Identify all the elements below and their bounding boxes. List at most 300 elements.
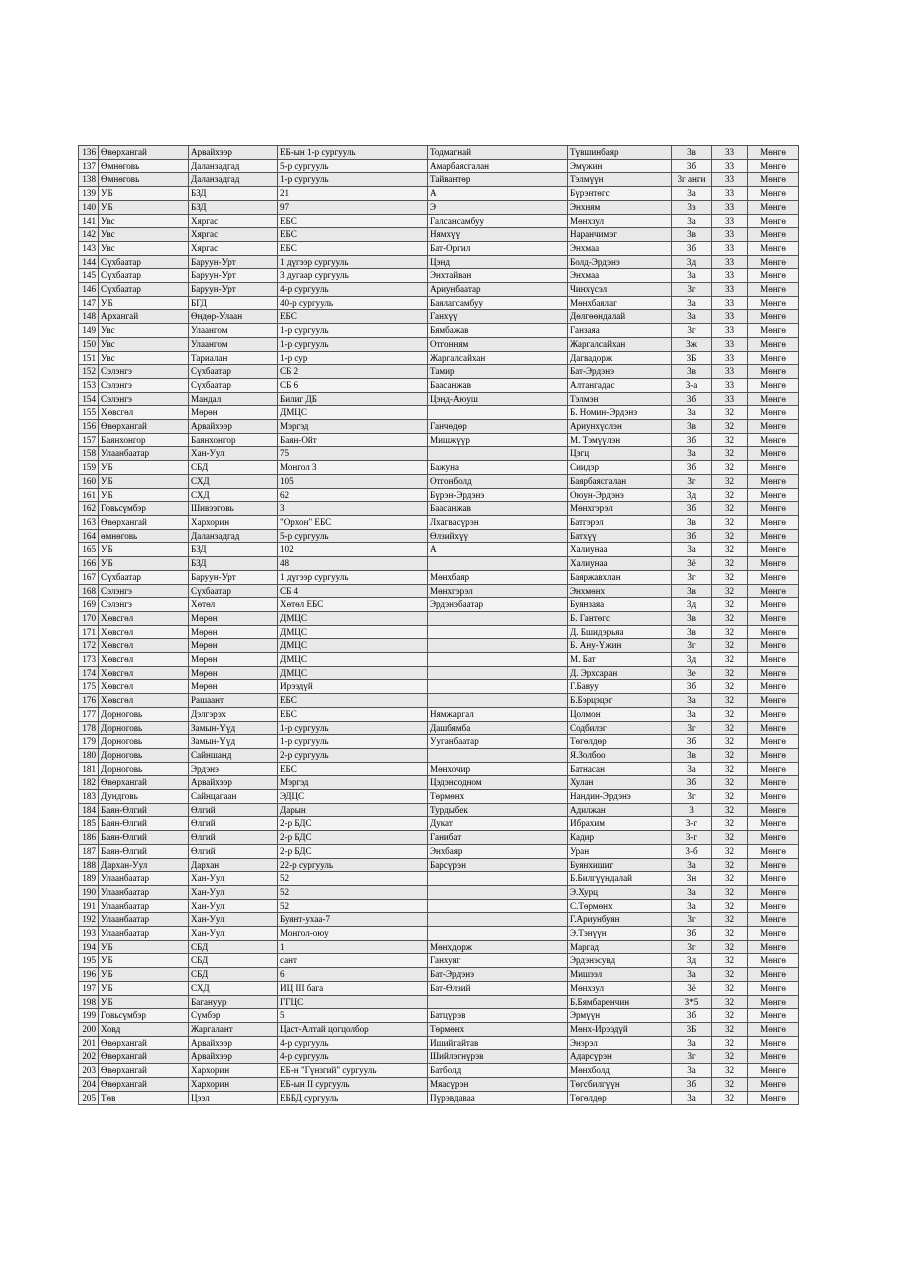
school-cell: Цаст-Алтай цогцолбор	[278, 1023, 428, 1037]
medal-cell: Мөнгө	[748, 735, 799, 749]
medal-cell: Мөнгө	[748, 968, 799, 982]
table-row	[79, 776, 799, 790]
medal-cell: Мөнгө	[748, 187, 799, 201]
school-cell: Мэргэд	[278, 776, 428, 790]
school-cell: 4-р сургууль	[278, 1050, 428, 1064]
medal-cell: Мөнгө	[748, 296, 799, 310]
district-cell: СБД	[189, 968, 278, 982]
parent-name-cell: Амарбаясгалан	[428, 159, 568, 173]
table-row	[79, 680, 799, 694]
district-cell: БЗД	[189, 187, 278, 201]
class-cell: 3б	[672, 1009, 712, 1023]
table-row	[79, 721, 799, 735]
province-cell: Дорноговь	[99, 721, 189, 735]
table-row	[79, 324, 799, 338]
score-cell: 33	[712, 310, 748, 324]
parent-name-cell: Мөнхочир	[428, 762, 568, 776]
class-cell: 3ж	[672, 337, 712, 351]
row-number-cell: 157	[79, 433, 99, 447]
medal-cell: Мөнгө	[748, 1036, 799, 1050]
table-row	[79, 146, 799, 160]
table-row	[79, 337, 799, 351]
school-cell: ЕБС	[278, 241, 428, 255]
student-name-cell: Мишээл	[568, 968, 672, 982]
student-name-cell: Эрдэнэсувд	[568, 954, 672, 968]
district-cell: Мөрөн	[189, 666, 278, 680]
province-cell: Дорноговь	[99, 707, 189, 721]
school-cell: ГГЦС	[278, 995, 428, 1009]
class-cell: 3б	[672, 529, 712, 543]
row-number-cell: 142	[79, 228, 99, 242]
score-cell: 32	[712, 735, 748, 749]
medal-cell: Мөнгө	[748, 995, 799, 1009]
parent-name-cell	[428, 447, 568, 461]
school-cell: 1	[278, 940, 428, 954]
school-cell: ДМЦС	[278, 639, 428, 653]
school-cell: 97	[278, 200, 428, 214]
district-cell: Шивээговь	[189, 502, 278, 516]
school-cell: СБ 2	[278, 365, 428, 379]
score-cell: 32	[712, 831, 748, 845]
parent-name-cell: Бат-Өлзий	[428, 981, 568, 995]
school-cell: Монгол 3	[278, 461, 428, 475]
parent-name-cell: Галсансамбуу	[428, 214, 568, 228]
score-cell: 32	[712, 748, 748, 762]
class-cell: 3в	[672, 625, 712, 639]
score-cell: 32	[712, 420, 748, 434]
parent-name-cell: Бүрэн-Эрдэнэ	[428, 488, 568, 502]
parent-name-cell	[428, 885, 568, 899]
medal-cell: Мөнгө	[748, 529, 799, 543]
medal-cell: Мөнгө	[748, 392, 799, 406]
school-cell: 4-р сургууль	[278, 1036, 428, 1050]
student-name-cell: Мөнхболд	[568, 1064, 672, 1078]
province-cell: өмнөговь	[99, 529, 189, 543]
parent-name-cell: Төрмөнх	[428, 1023, 568, 1037]
district-cell: Хан-Уул	[189, 872, 278, 886]
district-cell: Мөрөн	[189, 611, 278, 625]
table-row	[79, 214, 799, 228]
province-cell: Улаанбаатар	[99, 885, 189, 899]
medal-cell: Мөнгө	[748, 474, 799, 488]
table-row	[79, 310, 799, 324]
table-row	[79, 707, 799, 721]
table-row	[79, 1036, 799, 1050]
school-cell: 2-р сургууль	[278, 748, 428, 762]
row-number-cell: 185	[79, 817, 99, 831]
class-cell: 3ё	[672, 557, 712, 571]
class-cell: 3б	[672, 502, 712, 516]
province-cell: Увс	[99, 337, 189, 351]
province-cell: Увс	[99, 351, 189, 365]
district-cell: Баруун-Урт	[189, 283, 278, 297]
table-row	[79, 365, 799, 379]
medal-cell: Мөнгө	[748, 625, 799, 639]
table-row	[79, 1077, 799, 1091]
parent-name-cell: Лхагвасүрэн	[428, 515, 568, 529]
medal-cell: Мөнгө	[748, 954, 799, 968]
medal-cell: Мөнгө	[748, 598, 799, 612]
province-cell: УБ	[99, 940, 189, 954]
district-cell: СБД	[189, 940, 278, 954]
parent-name-cell	[428, 899, 568, 913]
school-cell: "Орхон" ЕБС	[278, 515, 428, 529]
table-row	[79, 1023, 799, 1037]
class-cell: 3а	[672, 269, 712, 283]
table-row	[79, 187, 799, 201]
student-name-cell: М. Бат	[568, 653, 672, 667]
province-cell: Өмнөговь	[99, 173, 189, 187]
province-cell: Сүхбаатар	[99, 269, 189, 283]
score-cell: 32	[712, 474, 748, 488]
table-row	[79, 296, 799, 310]
province-cell: Увс	[99, 228, 189, 242]
student-name-cell: Г.Ариунбуян	[568, 913, 672, 927]
row-number-cell: 140	[79, 200, 99, 214]
row-number-cell: 184	[79, 803, 99, 817]
student-name-cell: Б.Бямбаренчин	[568, 995, 672, 1009]
row-number-cell: 163	[79, 515, 99, 529]
school-cell: 1 дүгээр сургууль	[278, 570, 428, 584]
class-cell: 3	[672, 803, 712, 817]
province-cell: Говьсүмбэр	[99, 1009, 189, 1023]
medal-cell: Мөнгө	[748, 433, 799, 447]
province-cell: Дорноговь	[99, 735, 189, 749]
school-cell: Баян-Ойт	[278, 433, 428, 447]
table-row	[79, 748, 799, 762]
score-cell: 32	[712, 817, 748, 831]
district-cell: БЗД	[189, 200, 278, 214]
score-cell: 32	[712, 803, 748, 817]
medal-cell: Мөнгө	[748, 1091, 799, 1105]
student-name-cell: Д. Эрхсаран	[568, 666, 672, 680]
province-cell: Хөвсгөл	[99, 653, 189, 667]
row-number-cell: 154	[79, 392, 99, 406]
district-cell: Хан-Уул	[189, 899, 278, 913]
student-name-cell: Халиунаа	[568, 543, 672, 557]
table-row	[79, 488, 799, 502]
student-name-cell: Мөнх-Ирээдүй	[568, 1023, 672, 1037]
parent-name-cell: Цэдэнсодном	[428, 776, 568, 790]
parent-name-cell: Мөнхдорж	[428, 940, 568, 954]
student-name-cell: Батгэрэл	[568, 515, 672, 529]
row-number-cell: 171	[79, 625, 99, 639]
parent-name-cell: Ишийгайтав	[428, 1036, 568, 1050]
district-cell: Тариалан	[189, 351, 278, 365]
school-cell: 52	[278, 885, 428, 899]
class-cell: 3а	[672, 968, 712, 982]
province-cell: Өвөрхангай	[99, 146, 189, 160]
row-number-cell: 166	[79, 557, 99, 571]
school-cell: Ирээдүй	[278, 680, 428, 694]
medal-cell: Мөнгө	[748, 378, 799, 392]
class-cell: 3в	[672, 228, 712, 242]
table-row	[79, 762, 799, 776]
score-cell: 32	[712, 529, 748, 543]
score-cell: 32	[712, 584, 748, 598]
table-row	[79, 831, 799, 845]
province-cell: Сэлэнгэ	[99, 598, 189, 612]
score-cell: 32	[712, 653, 748, 667]
district-cell: СБД	[189, 954, 278, 968]
score-cell: 32	[712, 680, 748, 694]
district-cell: Хан-Уул	[189, 913, 278, 927]
table-row	[79, 981, 799, 995]
province-cell: Дорноговь	[99, 748, 189, 762]
parent-name-cell: Мөнхбаяр	[428, 570, 568, 584]
medal-cell: Мөнгө	[748, 844, 799, 858]
score-cell: 32	[712, 461, 748, 475]
student-name-cell: Батнасан	[568, 762, 672, 776]
row-number-cell: 202	[79, 1050, 99, 1064]
parent-name-cell: Отгонням	[428, 337, 568, 351]
table-row	[79, 255, 799, 269]
student-name-cell: Болд-Эрдэнэ	[568, 255, 672, 269]
district-cell: Баруун-Урт	[189, 255, 278, 269]
table-row	[79, 447, 799, 461]
score-cell: 32	[712, 625, 748, 639]
parent-name-cell: Шийлэгнүрэв	[428, 1050, 568, 1064]
student-name-cell: Б. Ану-Үжин	[568, 639, 672, 653]
student-name-cell: Маргад	[568, 940, 672, 954]
class-cell: 3з	[672, 200, 712, 214]
district-cell: Арвайхээр	[189, 1036, 278, 1050]
parent-name-cell: Тайвантөр	[428, 173, 568, 187]
district-cell: Өлгий	[189, 817, 278, 831]
province-cell: Увс	[99, 241, 189, 255]
district-cell: БЗД	[189, 543, 278, 557]
district-cell: Хан-Уул	[189, 885, 278, 899]
school-cell: 52	[278, 872, 428, 886]
table-row	[79, 844, 799, 858]
school-cell: ДМЦС	[278, 666, 428, 680]
medal-cell: Мөнгө	[748, 570, 799, 584]
class-cell: 3б	[672, 159, 712, 173]
score-cell: 32	[712, 858, 748, 872]
district-cell: Баруун-Урт	[189, 570, 278, 584]
school-cell: 5-р сургууль	[278, 529, 428, 543]
table-row	[79, 529, 799, 543]
row-number-cell: 194	[79, 940, 99, 954]
parent-name-cell	[428, 653, 568, 667]
parent-name-cell: Ганибат	[428, 831, 568, 845]
score-cell: 32	[712, 666, 748, 680]
score-cell: 32	[712, 406, 748, 420]
table-row	[79, 283, 799, 297]
row-number-cell: 160	[79, 474, 99, 488]
table-row	[79, 817, 799, 831]
table-row	[79, 228, 799, 242]
score-cell: 32	[712, 940, 748, 954]
class-cell: 3д	[672, 255, 712, 269]
class-cell: 3Б	[672, 1023, 712, 1037]
score-cell: 33	[712, 324, 748, 338]
row-number-cell: 204	[79, 1077, 99, 1091]
table-row	[79, 598, 799, 612]
score-cell: 33	[712, 200, 748, 214]
school-cell: СБ 4	[278, 584, 428, 598]
medal-cell: Мөнгө	[748, 1023, 799, 1037]
score-cell: 32	[712, 762, 748, 776]
school-cell: ЕБС	[278, 694, 428, 708]
parent-name-cell: Цэнд	[428, 255, 568, 269]
class-cell: 3а	[672, 899, 712, 913]
student-name-cell: С.Төрмөнх	[568, 899, 672, 913]
score-cell: 33	[712, 159, 748, 173]
table-row	[79, 173, 799, 187]
medal-cell: Мөнгө	[748, 515, 799, 529]
table-row	[79, 885, 799, 899]
class-cell: 3-а	[672, 378, 712, 392]
table-row	[79, 927, 799, 941]
row-number-cell: 167	[79, 570, 99, 584]
parent-name-cell: Эрдэнэбаатар	[428, 598, 568, 612]
province-cell: Хөвсгөл	[99, 625, 189, 639]
school-cell: 62	[278, 488, 428, 502]
school-cell: 1-р сургууль	[278, 735, 428, 749]
district-cell: Сүхбаатар	[189, 365, 278, 379]
table-row	[79, 200, 799, 214]
school-cell: 22-р сургууль	[278, 858, 428, 872]
student-name-cell: Баярбаясгалан	[568, 474, 672, 488]
school-cell: 40-р сургууль	[278, 296, 428, 310]
score-cell: 32	[712, 488, 748, 502]
medal-cell: Мөнгө	[748, 680, 799, 694]
student-name-cell: Б.Билгүүндалай	[568, 872, 672, 886]
student-name-cell: Бүрэнтөгс	[568, 187, 672, 201]
medal-cell: Мөнгө	[748, 406, 799, 420]
province-cell: Өвөрхангай	[99, 420, 189, 434]
row-number-cell: 196	[79, 968, 99, 982]
parent-name-cell	[428, 557, 568, 571]
table-row	[79, 420, 799, 434]
row-number-cell: 179	[79, 735, 99, 749]
table-row	[79, 461, 799, 475]
province-cell: УБ	[99, 187, 189, 201]
medal-cell: Мөнгө	[748, 200, 799, 214]
school-cell: 1-р сургууль	[278, 324, 428, 338]
parent-name-cell	[428, 406, 568, 420]
medal-cell: Мөнгө	[748, 214, 799, 228]
medal-cell: Мөнгө	[748, 269, 799, 283]
school-cell: Мэргэд	[278, 420, 428, 434]
parent-name-cell: Тодмагнай	[428, 146, 568, 160]
parent-name-cell: Нямжаргал	[428, 707, 568, 721]
student-name-cell: Төгсбилгүүн	[568, 1077, 672, 1091]
class-cell: 3д	[672, 488, 712, 502]
row-number-cell: 158	[79, 447, 99, 461]
province-cell: Баян-Өлгий	[99, 803, 189, 817]
row-number-cell: 147	[79, 296, 99, 310]
medal-cell: Мөнгө	[748, 611, 799, 625]
district-cell: Мөрөн	[189, 653, 278, 667]
medal-cell: Мөнгө	[748, 557, 799, 571]
class-cell: 3а	[672, 1091, 712, 1105]
province-cell: Өвөрхангай	[99, 1077, 189, 1091]
medal-cell: Мөнгө	[748, 927, 799, 941]
student-name-cell: Энхмөнх	[568, 584, 672, 598]
district-cell: Арвайхээр	[189, 1050, 278, 1064]
score-cell: 32	[712, 968, 748, 982]
score-cell: 32	[712, 995, 748, 1009]
row-number-cell: 176	[79, 694, 99, 708]
class-cell: 3г	[672, 324, 712, 338]
district-cell: Арвайхээр	[189, 420, 278, 434]
medal-cell: Мөнгө	[748, 666, 799, 680]
class-cell: 3а	[672, 543, 712, 557]
province-cell: Өвөрхангай	[99, 1036, 189, 1050]
row-number-cell: 146	[79, 283, 99, 297]
parent-name-cell: Батболд	[428, 1064, 568, 1078]
parent-name-cell: Турдыбек	[428, 803, 568, 817]
parent-name-cell: Нямхүү	[428, 228, 568, 242]
district-cell: Хан-Уул	[189, 927, 278, 941]
district-cell: Хархорин	[189, 1077, 278, 1091]
parent-name-cell: Ариунбаатар	[428, 283, 568, 297]
medal-cell: Мөнгө	[748, 324, 799, 338]
parent-name-cell: Бямбажав	[428, 324, 568, 338]
score-cell: 32	[712, 433, 748, 447]
medal-cell: Мөнгө	[748, 885, 799, 899]
parent-name-cell: Дукат	[428, 817, 568, 831]
row-number-cell: 161	[79, 488, 99, 502]
province-cell: УБ	[99, 995, 189, 1009]
district-cell: Улаангом	[189, 337, 278, 351]
class-cell: 3-г	[672, 831, 712, 845]
class-cell: 3а	[672, 694, 712, 708]
class-cell: 3н	[672, 872, 712, 886]
row-number-cell: 159	[79, 461, 99, 475]
medal-cell: Мөнгө	[748, 981, 799, 995]
school-cell: Дарын	[278, 803, 428, 817]
row-number-cell: 200	[79, 1023, 99, 1037]
student-name-cell: Мөнхгэрэл	[568, 502, 672, 516]
parent-name-cell	[428, 913, 568, 927]
student-name-cell: Тэлмэн	[568, 392, 672, 406]
student-name-cell: Бат-Эрдэнэ	[568, 365, 672, 379]
student-name-cell: Д. Бшидэрьяа	[568, 625, 672, 639]
school-cell: ЕБ-ын II сургууль	[278, 1077, 428, 1091]
class-cell: 3а	[672, 214, 712, 228]
row-number-cell: 186	[79, 831, 99, 845]
row-number-cell: 193	[79, 927, 99, 941]
medal-cell: Мөнгө	[748, 639, 799, 653]
province-cell: Улаанбаатар	[99, 872, 189, 886]
table-row	[79, 735, 799, 749]
class-cell: 3а	[672, 447, 712, 461]
province-cell: Баянхонгор	[99, 433, 189, 447]
district-cell: Сүхбаатар	[189, 378, 278, 392]
medal-cell: Мөнгө	[748, 872, 799, 886]
student-name-cell: Батхүү	[568, 529, 672, 543]
student-name-cell: Цолмон	[568, 707, 672, 721]
score-cell: 33	[712, 337, 748, 351]
score-cell: 32	[712, 639, 748, 653]
school-cell: Билиг ДБ	[278, 392, 428, 406]
class-cell: 3г	[672, 1050, 712, 1064]
row-number-cell: 164	[79, 529, 99, 543]
school-cell: 5	[278, 1009, 428, 1023]
row-number-cell: 172	[79, 639, 99, 653]
row-number-cell: 151	[79, 351, 99, 365]
class-cell: 3в	[672, 515, 712, 529]
table-row	[79, 378, 799, 392]
district-cell: Өлгий	[189, 803, 278, 817]
medal-cell: Мөнгө	[748, 748, 799, 762]
district-cell: Мөрөн	[189, 406, 278, 420]
table-row	[79, 1009, 799, 1023]
score-cell: 32	[712, 1023, 748, 1037]
